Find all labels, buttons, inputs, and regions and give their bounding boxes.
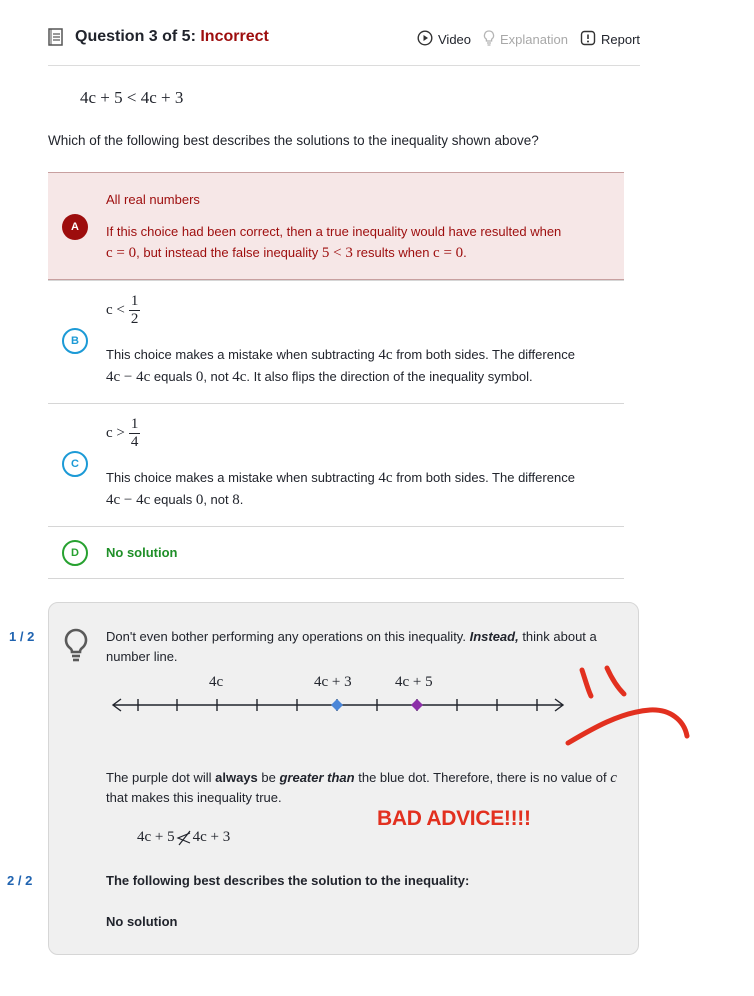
choice-c-explanation xyxy=(106,467,575,511)
video-link[interactable] xyxy=(417,30,471,49)
math-term: 4c xyxy=(378,347,393,363)
explanation-line1 xyxy=(106,467,575,489)
question-inequality: 4c + 5 < 4c + 3 xyxy=(80,88,184,107)
choice-b[interactable] xyxy=(48,280,624,403)
text: Don't even bother performing any operations on this inequality. xyxy=(106,629,470,644)
math-rhs: 4c + 3 xyxy=(192,829,231,845)
math-expr: 4c − 4c xyxy=(106,492,151,508)
fraction xyxy=(129,416,141,451)
explanation-label: Explanation xyxy=(500,32,568,47)
hint-step-1-conclusion xyxy=(106,768,626,808)
choice-a-bubble[interactable]: A xyxy=(62,214,88,240)
text: think about a number line. xyxy=(106,629,597,664)
hint-step-2-text: The following best describes the solution to the inequality: xyxy=(106,873,470,888)
text: from both sides. The difference xyxy=(392,347,575,362)
explanation-line2 xyxy=(106,489,575,511)
choice-c-bubble[interactable]: C xyxy=(62,451,88,477)
emphasis: always xyxy=(215,770,258,785)
choice-c-answer xyxy=(106,416,140,451)
numberline-label-4c-plus-3: 4c + 3 xyxy=(314,674,352,690)
hint-not-less-than-expression xyxy=(137,829,230,846)
numberline-label-4c: 4c xyxy=(209,674,224,690)
frac-den: 4 xyxy=(130,434,139,450)
text: . xyxy=(463,245,467,260)
text: . It also flips the direction of the inequality symbol. xyxy=(246,369,533,384)
video-label: Video xyxy=(438,32,472,47)
text: be xyxy=(257,770,280,785)
blue-dot xyxy=(331,699,343,711)
title-prefix: Question 3 of 5: xyxy=(75,28,201,45)
choice-c[interactable] xyxy=(48,403,624,526)
math-term: 4c xyxy=(378,470,393,486)
choice-b-answer xyxy=(106,293,140,328)
math-c: c xyxy=(610,770,617,786)
math-c-equals-0: c = 0 xyxy=(106,245,137,261)
explanation-line2 xyxy=(106,366,575,388)
lightbulb-icon xyxy=(483,30,495,49)
report-link[interactable] xyxy=(580,30,640,49)
explanation-line1 xyxy=(106,344,575,366)
text: results when xyxy=(352,245,434,260)
math-lhs: c > xyxy=(106,424,125,441)
math-zero: 0 xyxy=(195,369,204,385)
choice-d-label: No solution xyxy=(106,545,178,560)
math-lhs: 4c + 5 xyxy=(137,829,175,845)
emphasis: greater than xyxy=(279,770,355,785)
text: , not xyxy=(203,492,233,507)
hint-lightbulb-icon xyxy=(63,628,89,669)
report-icon xyxy=(580,30,596,49)
purple-dot xyxy=(411,699,423,711)
hint-step-2-count: 2 / 2 xyxy=(7,873,33,888)
play-circle-icon xyxy=(417,30,433,49)
choice-b-bubble[interactable]: B xyxy=(62,328,88,354)
report-label: Report xyxy=(601,32,641,47)
frac-num: 1 xyxy=(130,416,139,432)
text: This choice makes a mistake when subtracting xyxy=(106,347,379,362)
math-eight: 8 xyxy=(232,492,240,508)
text: The purple dot will xyxy=(106,770,216,785)
text: This choice makes a mistake when subtracting xyxy=(106,470,379,485)
text: . xyxy=(239,492,244,507)
frac-num: 1 xyxy=(130,293,139,309)
explanation-link[interactable] xyxy=(483,30,568,49)
choice-a-explanation-line2 xyxy=(106,242,561,264)
choice-a-explanation xyxy=(106,221,561,264)
choice-a-label: All real numbers xyxy=(106,192,200,207)
text: , not xyxy=(203,369,233,384)
choice-d-bubble[interactable]: D xyxy=(62,540,88,566)
choice-a-explanation-line1: If this choice had been correct, then a true inequality would have resulted when xyxy=(106,224,562,239)
hint-step-1-text xyxy=(106,627,626,667)
sad-face-doodle xyxy=(560,660,700,755)
page-title xyxy=(75,28,269,46)
math-zero: 0 xyxy=(195,492,204,508)
text: equals xyxy=(150,492,196,507)
header-divider xyxy=(48,65,640,66)
hint-step-2-answer: No solution xyxy=(106,914,178,929)
math-c-equals-0: c = 0 xyxy=(433,245,464,261)
text: , but instead the false inequality xyxy=(136,245,322,260)
math-term: 4c xyxy=(232,369,247,385)
choice-a[interactable] xyxy=(48,172,624,280)
math-lhs: c < xyxy=(106,301,125,318)
bad-advice-annotation: BAD ADVICE!!!! xyxy=(377,807,531,830)
fraction xyxy=(129,293,141,328)
text: from both sides. The difference xyxy=(392,470,575,485)
not-less-than-icon xyxy=(175,831,193,845)
frac-den: 2 xyxy=(130,311,139,327)
question-doc-icon xyxy=(48,28,64,46)
text: that makes this inequality true. xyxy=(106,790,282,805)
text: the blue dot. Therefore, there is no value of xyxy=(354,770,611,785)
math-false-inequality: 5 < 3 xyxy=(321,245,353,261)
text: equals xyxy=(150,369,196,384)
hint-step-1-count: 1 / 2 xyxy=(9,629,35,644)
number-line xyxy=(108,694,568,718)
math-expr: 4c − 4c xyxy=(106,369,151,385)
numberline-label-4c-plus-5: 4c + 5 xyxy=(395,674,433,690)
question-prompt: Which of the following best describes the solutions to the inequality shown above? xyxy=(48,133,539,148)
choice-b-explanation xyxy=(106,344,575,388)
emphasis: Instead, xyxy=(469,629,519,644)
choice-d[interactable] xyxy=(48,526,624,579)
title-status: Incorrect xyxy=(200,28,269,45)
